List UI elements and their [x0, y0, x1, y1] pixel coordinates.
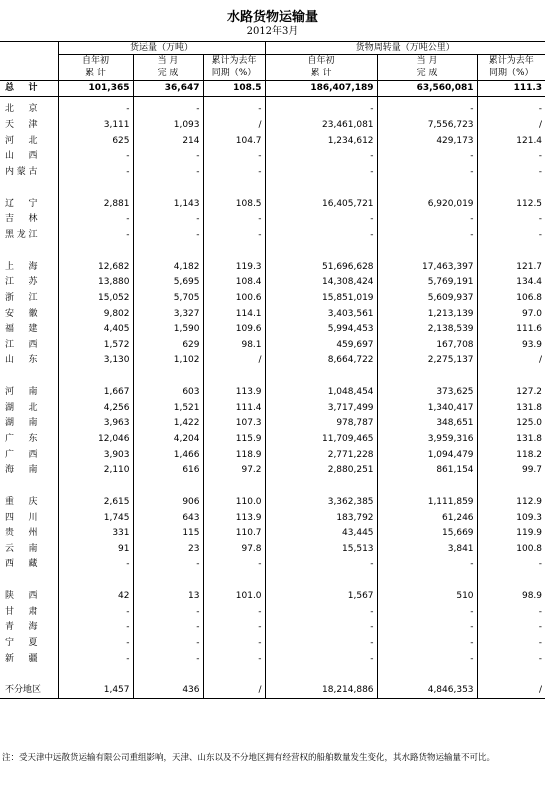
cell-value: 3,130: [58, 353, 133, 369]
cell-value: 6,920,019: [377, 196, 477, 212]
cell-value: -: [58, 636, 133, 652]
cell-value: 97.0: [477, 306, 545, 322]
cell-value: -: [265, 149, 377, 165]
table-row: [0, 604, 545, 620]
cell-value: -: [265, 636, 377, 652]
region-name: 重庆: [5, 496, 38, 507]
cell-value: 15,052: [58, 291, 133, 307]
header-col2-line1: 当 月: [133, 55, 203, 68]
cell-value: 1,667: [58, 385, 133, 401]
cell-value: 109.3: [477, 510, 545, 526]
cell-value: -: [203, 212, 265, 228]
cell-value: /: [203, 118, 265, 134]
table-row: [0, 306, 545, 322]
header-row-2: [0, 68, 545, 81]
cell-value: 14,308,424: [265, 275, 377, 291]
region-name: 安徽: [5, 308, 38, 319]
cell-value: 134.4: [477, 275, 545, 291]
region-name: 吉林: [5, 214, 38, 225]
cell-value: 4,182: [133, 259, 203, 275]
cell-value: 23,461,081: [265, 118, 377, 134]
cell-value: -: [58, 149, 133, 165]
cell-value: 16,405,721: [265, 196, 377, 212]
table-row: [0, 353, 545, 369]
cell-value: 3,963: [58, 416, 133, 432]
cell-value: -: [203, 620, 265, 636]
cell-value: 3,903: [58, 447, 133, 463]
table-row: [0, 447, 545, 463]
cell-value: -: [133, 651, 203, 667]
cell-value: 42: [58, 589, 133, 605]
cell-value: 97.8: [203, 542, 265, 558]
cell-value: -: [58, 620, 133, 636]
cell-value: 127.2: [477, 385, 545, 401]
cell-value: -: [477, 557, 545, 573]
cell-value: -: [477, 228, 545, 244]
header-col5-line2: 完 成: [377, 68, 477, 81]
cell-value: 97.2: [203, 463, 265, 479]
region-name: 湖南: [5, 418, 38, 429]
table-row: [0, 542, 545, 558]
cell-value: 1,590: [133, 322, 203, 338]
cell-value: -: [133, 604, 203, 620]
header-region-blank: [0, 42, 58, 55]
cell-value: 98.1: [203, 337, 265, 353]
cell-value: 12,682: [58, 259, 133, 275]
cell-value: 23: [133, 542, 203, 558]
cell-value: -: [203, 102, 265, 118]
cell-value: 104.7: [203, 133, 265, 149]
cell-value: -: [265, 604, 377, 620]
cell-value: 3,362,385: [265, 495, 377, 511]
region-name: 新疆: [5, 653, 38, 664]
header-col3-line2: 同期（%）: [203, 68, 265, 81]
cell-value: 1,422: [133, 416, 203, 432]
cell-value: 113.9: [203, 510, 265, 526]
cell-value: 115.9: [203, 432, 265, 448]
header-row-groups: [0, 42, 545, 55]
cell-value: 98.9: [477, 589, 545, 605]
cell-value: 4,256: [58, 400, 133, 416]
cell-value: 119.9: [477, 526, 545, 542]
spacer-row: [0, 573, 545, 589]
cell-value: 118.2: [477, 447, 545, 463]
header-col4-line1: 自年初: [265, 55, 377, 68]
cell-value: -: [203, 557, 265, 573]
cell-value: 1,567: [265, 589, 377, 605]
region-name: 江苏: [5, 277, 38, 288]
cell-value: 348,651: [377, 416, 477, 432]
cell-value: 112.5: [477, 196, 545, 212]
region-name: 广西: [5, 449, 38, 460]
cell-value: 1,234,612: [265, 133, 377, 149]
cell-value: -: [377, 604, 477, 620]
table-row: [0, 636, 545, 652]
table-row: [0, 149, 545, 165]
cell-value: 101.0: [203, 589, 265, 605]
cell-value: 1,745: [58, 510, 133, 526]
cell-value: 459,697: [265, 337, 377, 353]
header-col6-line2: 同期（%）: [477, 68, 545, 81]
cell-value: 2,275,137: [377, 353, 477, 369]
region-name: 宁夏: [5, 638, 38, 649]
table-row: [0, 620, 545, 636]
cell-value: -: [265, 228, 377, 244]
region-name: 不分地区: [0, 683, 58, 699]
cell-value: 99.7: [477, 463, 545, 479]
table-title: 水路货物运输量: [226, 10, 318, 25]
region-name: 湖北: [5, 402, 38, 413]
cell-value: 106.8: [477, 291, 545, 307]
cell-value: /: [477, 683, 545, 699]
cell-value: 1,094,479: [377, 447, 477, 463]
table-row: [0, 275, 545, 291]
cell-value: 2,880,251: [265, 463, 377, 479]
region-name: 河北: [5, 135, 38, 146]
region-name: 青海: [5, 622, 38, 633]
cell-value: 3,403,561: [265, 306, 377, 322]
cell-value: 3,841: [377, 542, 477, 558]
cell-value: 100.8: [477, 542, 545, 558]
spacer-row: [0, 479, 545, 495]
cell-value: 12,046: [58, 432, 133, 448]
cell-value: 18,214,886: [265, 683, 377, 699]
region-name: 北京: [5, 104, 38, 115]
region-name: 江西: [5, 339, 38, 350]
region-name: 上海: [5, 261, 38, 272]
region-name: 河南: [5, 387, 38, 398]
header-row-1: [0, 55, 545, 68]
cell-value: -: [203, 149, 265, 165]
region-name: 甘肃: [5, 606, 38, 617]
table-row: [0, 432, 545, 448]
region-name: 福建: [5, 324, 38, 335]
cell-value: -: [477, 620, 545, 636]
cell-value: -: [133, 149, 203, 165]
cell-value: 643: [133, 510, 203, 526]
cell-value: 101,365: [58, 81, 133, 97]
cell-value: 4,405: [58, 322, 133, 338]
cell-value: 111.4: [203, 400, 265, 416]
cell-value: 121.7: [477, 259, 545, 275]
cell-value: 15,851,019: [265, 291, 377, 307]
region-name: 海南: [5, 465, 38, 476]
spacer-row: [0, 180, 545, 196]
header-freight-volume: 货运量（万吨）: [58, 42, 265, 55]
table-row: [0, 400, 545, 416]
cell-value: -: [377, 102, 477, 118]
cell-value: 1,093: [133, 118, 203, 134]
cell-value: 436: [133, 683, 203, 699]
cell-value: 131.8: [477, 400, 545, 416]
cell-value: 2,615: [58, 495, 133, 511]
cell-value: -: [58, 165, 133, 181]
cell-value: -: [58, 212, 133, 228]
region-name: 黑龙江: [5, 229, 38, 240]
cell-value: 616: [133, 463, 203, 479]
cell-value: -: [133, 228, 203, 244]
region-name: 广东: [5, 433, 38, 444]
header-col2-line2: 完 成: [133, 68, 203, 81]
cell-value: 167,708: [377, 337, 477, 353]
cell-value: -: [477, 102, 545, 118]
cell-value: 100.6: [203, 291, 265, 307]
header-col4-line2: 累 计: [265, 68, 377, 81]
cell-value: 183,792: [265, 510, 377, 526]
cell-value: -: [477, 165, 545, 181]
region-name: 山东: [5, 355, 38, 366]
region-name: 四川: [5, 512, 38, 523]
cell-value: 110.7: [203, 526, 265, 542]
cell-value: 112.9: [477, 495, 545, 511]
cell-value: -: [377, 636, 477, 652]
cell-value: -: [265, 212, 377, 228]
table-row: [0, 495, 545, 511]
header-col3-line1: 累计为去年: [203, 55, 265, 68]
cell-value: -: [377, 228, 477, 244]
table-row: [0, 683, 545, 699]
cell-value: 36,647: [133, 81, 203, 97]
footnote: 注：受天津中远散货运输有限公司重组影响，天津、山东以及不分地区拥有经营权的船舶数量发生变化，其水路货物运输量不可比。: [2, 753, 496, 763]
cell-value: -: [133, 102, 203, 118]
header-col1-line1: 自年初: [58, 55, 133, 68]
cell-value: 13,880: [58, 275, 133, 291]
cell-value: 331: [58, 526, 133, 542]
cell-value: -: [203, 651, 265, 667]
cell-value: 4,204: [133, 432, 203, 448]
table-row: [0, 557, 545, 573]
header-freight-turnover: 货物周转量（万吨公里）: [265, 42, 545, 55]
cell-value: 1,143: [133, 196, 203, 212]
cell-value: 109.6: [203, 322, 265, 338]
cell-value: -: [203, 228, 265, 244]
table-row: [0, 102, 545, 118]
header-col6-line1: 累计为去年: [477, 55, 545, 68]
cell-value: 114.1: [203, 306, 265, 322]
cell-value: -: [477, 149, 545, 165]
region-name: 贵州: [5, 528, 38, 539]
cell-value: 119.3: [203, 259, 265, 275]
cell-value: -: [477, 604, 545, 620]
cell-value: 111.3: [477, 81, 545, 97]
region-name: 辽宁: [5, 198, 38, 209]
cell-value: 1,048,454: [265, 385, 377, 401]
header-region-blank-3: [0, 68, 58, 81]
cell-value: -: [477, 651, 545, 667]
cell-value: 5,705: [133, 291, 203, 307]
cell-value: /: [203, 683, 265, 699]
cell-value: /: [477, 353, 545, 369]
freight-table: [0, 41, 545, 699]
table-row: [0, 337, 545, 353]
cell-value: -: [58, 557, 133, 573]
region-name: 云南: [5, 543, 38, 554]
cell-value: 113.9: [203, 385, 265, 401]
table-row: [0, 212, 545, 228]
cell-value: 8,664,722: [265, 353, 377, 369]
cell-value: 111.6: [477, 322, 545, 338]
cell-value: -: [133, 165, 203, 181]
cell-value: 125.0: [477, 416, 545, 432]
table-subtitle: 2012年3月: [246, 26, 299, 37]
cell-value: 118.9: [203, 447, 265, 463]
table-row: [0, 510, 545, 526]
cell-value: -: [58, 651, 133, 667]
region-name: 总 计: [0, 81, 58, 97]
cell-value: 131.8: [477, 432, 545, 448]
cell-value: -: [58, 604, 133, 620]
cell-value: 115: [133, 526, 203, 542]
cell-value: 61,246: [377, 510, 477, 526]
cell-value: 13: [133, 589, 203, 605]
cell-value: 108.5: [203, 81, 265, 97]
table-row: [0, 526, 545, 542]
spacer-row: [0, 667, 545, 683]
cell-value: 3,111: [58, 118, 133, 134]
cell-value: 1,213,139: [377, 306, 477, 322]
header-region-blank-2: [0, 55, 58, 68]
cell-value: 1,457: [58, 683, 133, 699]
table-row: [0, 165, 545, 181]
cell-value: 1,572: [58, 337, 133, 353]
region-name: 陕西: [5, 591, 38, 602]
cell-value: 9,802: [58, 306, 133, 322]
cell-value: 3,717,499: [265, 400, 377, 416]
cell-value: 51,696,628: [265, 259, 377, 275]
table-row: [0, 228, 545, 244]
cell-value: 429,173: [377, 133, 477, 149]
cell-value: 1,466: [133, 447, 203, 463]
table-row: [0, 385, 545, 401]
cell-value: 861,154: [377, 463, 477, 479]
cell-value: -: [133, 557, 203, 573]
cell-value: 17,463,397: [377, 259, 477, 275]
cell-value: 108.4: [203, 275, 265, 291]
header-col5-line1: 当 月: [377, 55, 477, 68]
cell-value: 2,881: [58, 196, 133, 212]
cell-value: 5,994,453: [265, 322, 377, 338]
cell-value: -: [477, 212, 545, 228]
cell-value: 1,111,859: [377, 495, 477, 511]
cell-value: 91: [58, 542, 133, 558]
table-row: [0, 291, 545, 307]
cell-value: 93.9: [477, 337, 545, 353]
cell-value: 5,695: [133, 275, 203, 291]
table-row: [0, 416, 545, 432]
cell-value: -: [377, 620, 477, 636]
cell-value: 186,407,189: [265, 81, 377, 97]
table-row: [0, 463, 545, 479]
table-row: [0, 589, 545, 605]
cell-value: 2,138,539: [377, 322, 477, 338]
spacer-row: [0, 369, 545, 385]
cell-value: -: [133, 212, 203, 228]
cell-value: -: [477, 636, 545, 652]
cell-value: /: [477, 118, 545, 134]
cell-value: 5,609,937: [377, 291, 477, 307]
cell-value: -: [265, 557, 377, 573]
cell-value: 3,327: [133, 306, 203, 322]
cell-value: 110.0: [203, 495, 265, 511]
cell-value: -: [58, 102, 133, 118]
table-row: [0, 196, 545, 212]
spacer-row: [0, 243, 545, 259]
region-name: 内蒙古: [5, 167, 38, 178]
total-row: [0, 81, 545, 97]
cell-value: -: [377, 557, 477, 573]
cell-value: -: [377, 212, 477, 228]
cell-value: -: [203, 604, 265, 620]
cell-value: 1,102: [133, 353, 203, 369]
table-row: [0, 322, 545, 338]
cell-value: 4,846,353: [377, 683, 477, 699]
table-row: [0, 259, 545, 275]
cell-value: -: [377, 149, 477, 165]
cell-value: 107.3: [203, 416, 265, 432]
cell-value: 2,771,228: [265, 447, 377, 463]
cell-value: -: [377, 651, 477, 667]
cell-value: 1,521: [133, 400, 203, 416]
cell-value: -: [265, 651, 377, 667]
header-col1-line2: 累 计: [58, 68, 133, 81]
cell-value: 510: [377, 589, 477, 605]
cell-value: -: [265, 620, 377, 636]
cell-value: -: [133, 620, 203, 636]
region-name: 天津: [5, 120, 38, 131]
cell-value: 11,709,465: [265, 432, 377, 448]
region-name: 山西: [5, 151, 38, 162]
cell-value: /: [203, 353, 265, 369]
cell-value: -: [203, 636, 265, 652]
cell-value: 629: [133, 337, 203, 353]
cell-value: 373,625: [377, 385, 477, 401]
cell-value: 906: [133, 495, 203, 511]
cell-value: 1,340,417: [377, 400, 477, 416]
table-row: [0, 651, 545, 667]
cell-value: 3,959,316: [377, 432, 477, 448]
cell-value: 15,513: [265, 542, 377, 558]
cell-value: 43,445: [265, 526, 377, 542]
cell-value: 978,787: [265, 416, 377, 432]
cell-value: 108.5: [203, 196, 265, 212]
region-name: 浙江: [5, 292, 38, 303]
cell-value: 603: [133, 385, 203, 401]
cell-value: 7,556,723: [377, 118, 477, 134]
cell-value: 63,560,081: [377, 81, 477, 97]
cell-value: 121.4: [477, 133, 545, 149]
cell-value: -: [377, 165, 477, 181]
cell-value: 5,769,191: [377, 275, 477, 291]
cell-value: -: [133, 636, 203, 652]
cell-value: 625: [58, 133, 133, 149]
table-row: [0, 118, 545, 134]
cell-value: -: [58, 228, 133, 244]
cell-value: -: [265, 165, 377, 181]
region-name: 西藏: [5, 559, 38, 570]
table-row: [0, 133, 545, 149]
cell-value: -: [203, 165, 265, 181]
cell-value: 2,110: [58, 463, 133, 479]
cell-value: -: [265, 102, 377, 118]
cell-value: 214: [133, 133, 203, 149]
cell-value: 15,669: [377, 526, 477, 542]
